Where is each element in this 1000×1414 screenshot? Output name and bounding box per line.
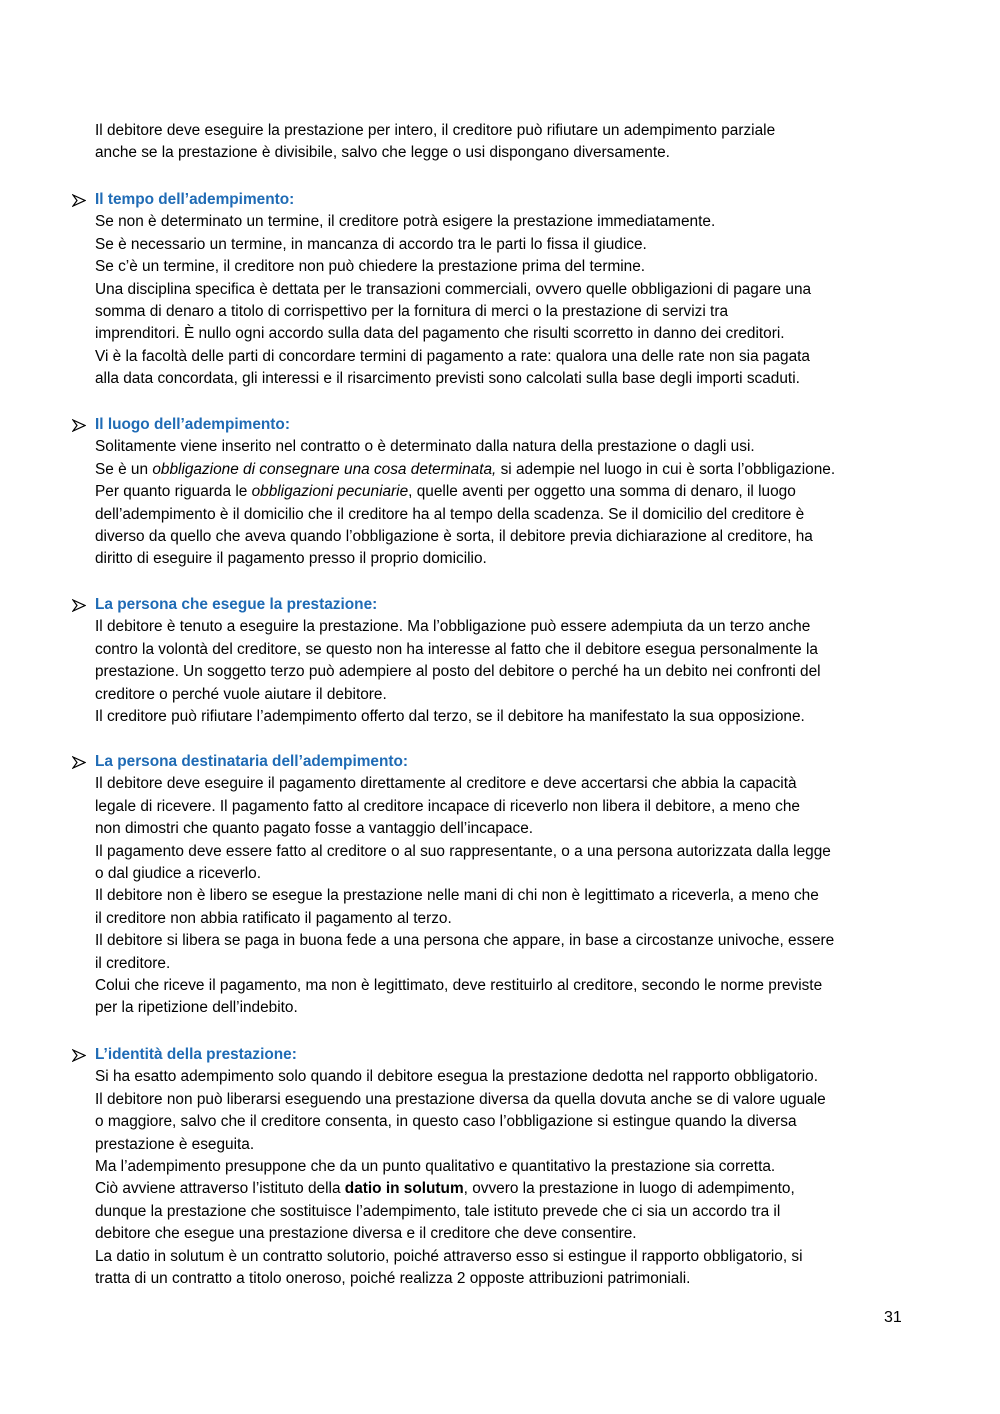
section-title: Il luogo dell’adempimento: (95, 416, 290, 433)
text-segment: Per quanto riguarda le (95, 483, 252, 501)
text-line: Una disciplina specifica è dettata per le transazioni commerciali, ovvero quelle obbligazioni di pagare una (95, 280, 812, 298)
text-line: o dal giudice a riceverlo. (95, 864, 261, 882)
text-line: Se è necessario un termine, in mancanza di accordo tra le parti lo fissa il giudice. (95, 235, 647, 253)
text-line (95, 459, 922, 481)
text-line (95, 1178, 922, 1200)
section-body (72, 436, 922, 570)
intro-paragraph (95, 120, 915, 165)
text-line: diverso da quello che aveva quando l’obbligazione è sorta, il debitore previa dichiarazione al creditore, ha (95, 527, 813, 545)
text-line: il creditore non abbia ratificato il pagamento al terzo. (95, 909, 452, 927)
text-segment: , quelle aventi per oggetto una somma di denaro, il luogo (408, 483, 796, 501)
intro-line: anche se la prestazione è divisibile, salvo che legge o usi dispongano diversamente. (95, 144, 670, 162)
text-line: contro la volontà del creditore, se questo non ha interesse al fatto che il debitore esegua personalmente la (95, 640, 818, 658)
arrow-bullet-icon (72, 194, 86, 207)
text-line: debitore che esegue una prestazione diversa e il creditore che deve consentire. (95, 1225, 637, 1243)
section-heading (72, 189, 922, 211)
page-number: 31 (884, 1309, 902, 1326)
text-line: Il creditore può rifiutare l’adempimento offerto dal terzo, se il debitore ha manifestato la sua opposizione. (95, 707, 805, 725)
text-line: il creditore. (95, 954, 171, 972)
text-line: prestazione è eseguita. (95, 1135, 255, 1153)
section (72, 751, 922, 1020)
text-line: Il debitore si libera se paga in buona fede a una persona che appare, in base a circostanze univoche, essere (95, 932, 835, 950)
section-body (72, 616, 922, 728)
text-line: tratta di un contratto a titolo oneroso, poiché realizza 2 opposte attribuzioni patrimoniali. (95, 1269, 691, 1287)
text-line: Ma l’adempimento presuppone che da un punto qualitativo e quantitativo la prestazione sia corretta. (95, 1157, 776, 1175)
text-line: Colui che riceve il pagamento, ma non è legittimato, deve restituirlo al creditore, secondo le norme previste (95, 976, 823, 994)
text-segment: si adempie nel luogo in cui è sorta l’obbligazione. (496, 460, 836, 478)
text-line (95, 481, 922, 503)
text-line: per la ripetizione dell’indebito. (95, 999, 298, 1017)
section-heading (72, 414, 922, 436)
text-line: Il debitore deve eseguire il pagamento direttamente al creditore e deve accertarsi che abbia la capacità (95, 775, 797, 793)
text-line: o maggiore, salvo che il creditore consenta, in questo caso l’obbligazione si estingue quando la diversa (95, 1113, 797, 1131)
section-body (72, 1066, 922, 1290)
arrow-bullet-icon (72, 756, 86, 769)
text-line: dell’adempimento è il domicilio che il creditore ha al tempo della scadenza. Se il domicilio del creditore è (95, 505, 805, 523)
section-heading (72, 751, 922, 773)
text-line: legale di ricevere. Il pagamento fatto al creditore incapace di riceverlo non libera il debitore, a meno che (95, 797, 800, 815)
text-line: Se non è determinato un termine, il creditore potrà esigere la prestazione immediatamente. (95, 213, 716, 231)
text-line: diritto di eseguire il pagamento presso il proprio domicilio. (95, 550, 487, 568)
text-line: dunque la prestazione che sostituisce l’adempimento, tale istituto prevede che ci sia un accordo tra il (95, 1202, 781, 1220)
text-segment: Ciò avviene attraverso l’istituto della (95, 1180, 345, 1198)
bold-term: datio in solutum (344, 1180, 464, 1198)
text-segment: , ovvero la prestazione in luogo di adempimento, (463, 1180, 795, 1198)
text-line: prestazione. Un soggetto terzo può adempiere al posto del debitore o perché ha un debito nei confronti del (95, 663, 821, 681)
section-heading (72, 594, 922, 616)
section (72, 414, 922, 571)
text-line: Si ha esatto adempimento solo quando il debitore esegua la prestazione dedotta nel rapporto obbligatorio. (95, 1068, 818, 1086)
section-title: La persona che esegue la prestazione: (95, 596, 378, 613)
text-line: Il debitore non può liberarsi eseguendo una prestazione diversa da quella dovuta anche se di valore uguale (95, 1090, 826, 1108)
arrow-bullet-icon (72, 1049, 86, 1062)
text-line: Il pagamento deve essere fatto al creditore o al suo rappresentante, o a una persona autorizzata dalla legge (95, 842, 831, 860)
section (72, 594, 922, 728)
section-title: La persona destinataria dell’adempimento: (95, 753, 409, 770)
text-line: creditore o perché vuole aiutare il debitore. (95, 685, 387, 703)
italic-term: obbligazione di consegnare una cosa determinata, (152, 460, 497, 478)
text-line: imprenditori. È nullo ogni accordo sulla data del pagamento che risulti scorretto in danno dei creditori. (95, 325, 785, 343)
section-heading (72, 1044, 922, 1066)
text-line: Se c’è un termine, il creditore non può chiedere la prestazione prima del termine. (95, 258, 646, 276)
section (72, 189, 922, 391)
text-line: somma di denaro a titolo di corrispettivo per la fornitura di merci o la prestazione di servizi tra (95, 302, 729, 320)
text-line: Il debitore non è libero se esegue la prestazione nelle mani di chi non è legittimato a riceverla, a meno che (95, 887, 819, 905)
italic-term: obbligazioni pecuniarie (251, 483, 409, 501)
section-title: L’identità della prestazione: (95, 1046, 297, 1063)
text-line: non dimostri che quanto pagato fosse a vantaggio dell’incapace. (95, 820, 534, 838)
section-body (72, 211, 922, 390)
text-line: alla data concordata, gli interessi e il risarcimento previsti sono calcolati sulla base degli importi scaduti. (95, 370, 800, 388)
text-segment: Se è un (95, 460, 153, 478)
intro-line: Il debitore deve eseguire la prestazione per intero, il creditore può rifiutare un adempimento parziale (95, 122, 776, 139)
arrow-bullet-icon (72, 419, 86, 432)
text-line: Il debitore è tenuto a eseguire la prestazione. Ma l’obbligazione può essere adempiuta da un terzo anche (95, 618, 811, 636)
arrow-bullet-icon (72, 599, 86, 612)
section-title: Il tempo dell’adempimento: (95, 191, 295, 208)
text-line: Solitamente viene inserito nel contratto o è determinato dalla natura della prestazione o dagli usi. (95, 438, 755, 456)
text-line: La datio in solutum è un contratto solutorio, poiché attraverso esso si estingue il rapporto obbligatorio, si (95, 1247, 803, 1265)
text-line: Vi è la facoltà delle parti di concordare termini di pagamento a rate: qualora una delle rate non sia pagata (95, 347, 810, 365)
section (72, 1044, 922, 1290)
section-body (72, 773, 922, 1019)
